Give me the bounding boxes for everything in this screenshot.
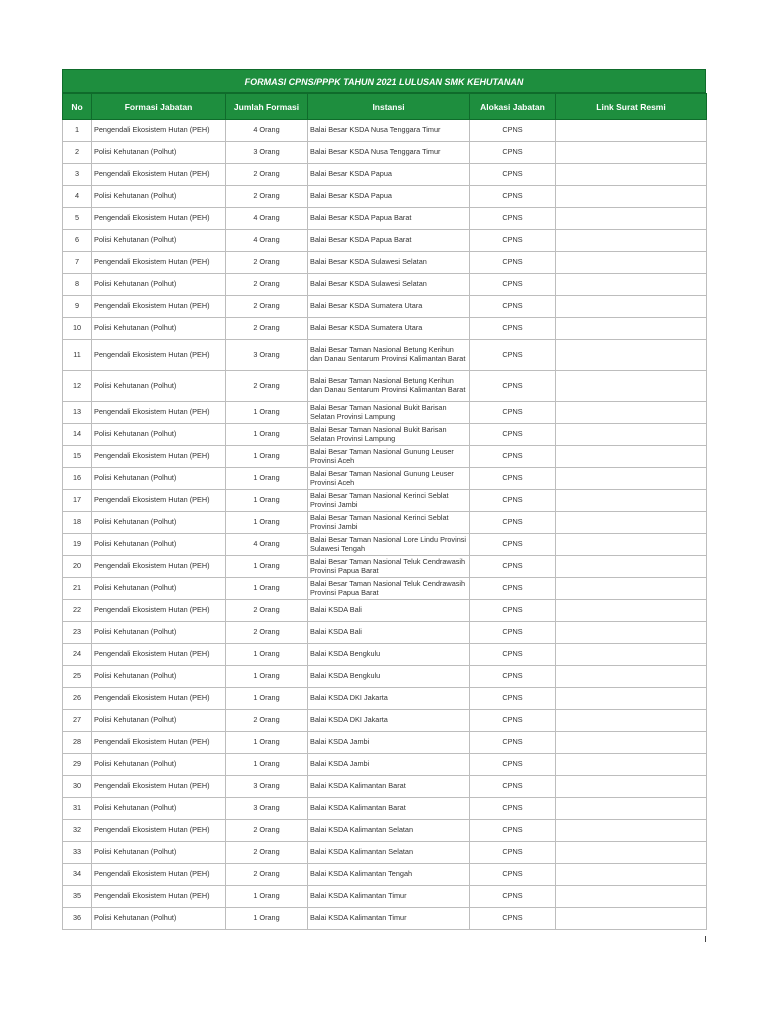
cell-jumlah-formasi: 2 Orang [226,296,308,318]
cell-link-surat-resmi[interactable] [556,644,707,666]
table-row [63,908,707,930]
cell-jumlah-formasi: 1 Orang [226,468,308,490]
cell-no: 7 [63,252,92,274]
cell-formasi-jabatan: Polisi Kehutanan (Polhut) [92,142,226,164]
cell-no: 17 [63,490,92,512]
cell-link-surat-resmi[interactable] [556,424,707,446]
formasi-table [62,93,707,930]
cell-link-surat-resmi[interactable] [556,556,707,578]
cell-alokasi-jabatan: CPNS [470,230,556,252]
cell-alokasi-jabatan: CPNS [470,556,556,578]
header-formasi-jabatan: Formasi Jabatan [92,94,226,120]
cell-instansi: Balai KSDA Bengkulu [308,644,470,666]
cell-link-surat-resmi[interactable] [556,186,707,208]
cell-instansi: Balai KSDA Jambi [308,732,470,754]
cell-instansi: Balai Besar KSDA Papua Barat [308,208,470,230]
cell-formasi-jabatan: Pengendali Ekosistem Hutan (PEH) [92,556,226,578]
table-row [63,274,707,296]
cell-jumlah-formasi: 1 Orang [226,556,308,578]
cell-formasi-jabatan: Pengendali Ekosistem Hutan (PEH) [92,120,226,142]
table-row [63,208,707,230]
cell-link-surat-resmi[interactable] [556,886,707,908]
cell-instansi: Balai KSDA Bali [308,622,470,644]
cell-jumlah-formasi: 2 Orang [226,252,308,274]
cell-link-surat-resmi[interactable] [556,798,707,820]
cell-instansi: Balai Besar Taman Nasional Gunung Leuser Provinsi Aceh [308,468,470,490]
cell-link-surat-resmi[interactable] [556,164,707,186]
table-row [63,732,707,754]
cell-link-surat-resmi[interactable] [556,318,707,340]
cell-no: 20 [63,556,92,578]
cell-link-surat-resmi[interactable] [556,864,707,886]
cell-instansi: Balai KSDA Kalimantan Timur [308,908,470,930]
cell-instansi: Balai Besar Taman Nasional Betung Kerihun dan Danau Sentarum Provinsi Kalimantan Barat [308,371,470,402]
cell-instansi: Balai KSDA Kalimantan Selatan [308,842,470,864]
cell-formasi-jabatan: Polisi Kehutanan (Polhut) [92,230,226,252]
cell-instansi: Balai Besar Taman Nasional Lore Lindu Provinsi Sulawesi Tengah [308,534,470,556]
cell-no: 29 [63,754,92,776]
cell-alokasi-jabatan: CPNS [470,318,556,340]
cell-alokasi-jabatan: CPNS [470,578,556,600]
cell-jumlah-formasi: 1 Orang [226,886,308,908]
cell-link-surat-resmi[interactable] [556,490,707,512]
table-row [63,666,707,688]
table-row [63,371,707,402]
cell-no: 23 [63,622,92,644]
table-row [63,186,707,208]
table-row [63,468,707,490]
cell-no: 19 [63,534,92,556]
table-row [63,864,707,886]
cell-link-surat-resmi[interactable] [556,340,707,371]
table-row [63,644,707,666]
cell-instansi: Balai KSDA Bali [308,600,470,622]
table-row [63,710,707,732]
cell-alokasi-jabatan: CPNS [470,208,556,230]
cell-alokasi-jabatan: CPNS [470,340,556,371]
cell-jumlah-formasi: 3 Orang [226,798,308,820]
cell-jumlah-formasi: 2 Orang [226,820,308,842]
cell-instansi: Balai Besar KSDA Papua [308,186,470,208]
cell-instansi: Balai KSDA Kalimantan Selatan [308,820,470,842]
cell-formasi-jabatan: Pengendali Ekosistem Hutan (PEH) [92,296,226,318]
cell-no: 32 [63,820,92,842]
cell-link-surat-resmi[interactable] [556,446,707,468]
table-row [63,688,707,710]
cell-instansi: Balai Besar Taman Nasional Teluk Cendrawasih Provinsi Papua Barat [308,578,470,600]
cell-no: 18 [63,512,92,534]
cell-alokasi-jabatan: CPNS [470,820,556,842]
table-row [63,578,707,600]
cell-jumlah-formasi: 2 Orang [226,622,308,644]
cell-alokasi-jabatan: CPNS [470,908,556,930]
cell-instansi: Balai Besar KSDA Sulawesi Selatan [308,274,470,296]
table-body [63,120,707,930]
cell-alokasi-jabatan: CPNS [470,600,556,622]
sheet-title: FORMASI CPNS/PPPK TAHUN 2021 LULUSAN SMK KEHUTANAN [62,69,706,93]
cell-link-surat-resmi[interactable] [556,688,707,710]
cell-alokasi-jabatan: CPNS [470,798,556,820]
cell-no: 5 [63,208,92,230]
cell-jumlah-formasi: 2 Orang [226,371,308,402]
cell-formasi-jabatan: Pengendali Ekosistem Hutan (PEH) [92,490,226,512]
cell-link-surat-resmi[interactable] [556,274,707,296]
cell-alokasi-jabatan: CPNS [470,446,556,468]
cell-formasi-jabatan: Pengendali Ekosistem Hutan (PEH) [92,688,226,710]
table-row [63,776,707,798]
table-row [63,754,707,776]
table-row [63,318,707,340]
cell-alokasi-jabatan: CPNS [470,776,556,798]
cell-instansi: Balai Besar Taman Nasional Bukit Barisan Selatan Provinsi Lampung [308,424,470,446]
cell-no: 26 [63,688,92,710]
header-no: No [63,94,92,120]
cell-link-surat-resmi[interactable] [556,842,707,864]
header-alokasi-jabatan: Alokasi Jabatan [470,94,556,120]
cell-instansi: Balai Besar KSDA Nusa Tenggara Timur [308,120,470,142]
table-row [63,424,707,446]
cell-link-surat-resmi[interactable] [556,754,707,776]
cell-alokasi-jabatan: CPNS [470,274,556,296]
cell-formasi-jabatan: Pengendali Ekosistem Hutan (PEH) [92,644,226,666]
cell-instansi: Balai KSDA Kalimantan Timur [308,886,470,908]
cell-no: 13 [63,402,92,424]
cell-instansi: Balai KSDA DKI Jakarta [308,710,470,732]
cell-no: 35 [63,886,92,908]
cell-no: 27 [63,710,92,732]
cell-instansi: Balai KSDA Kalimantan Barat [308,776,470,798]
cell-formasi-jabatan: Pengendali Ekosistem Hutan (PEH) [92,820,226,842]
cell-link-surat-resmi[interactable] [556,666,707,688]
cell-formasi-jabatan: Polisi Kehutanan (Polhut) [92,186,226,208]
cell-no: 10 [63,318,92,340]
cell-alokasi-jabatan: CPNS [470,490,556,512]
cell-alokasi-jabatan: CPNS [470,732,556,754]
cell-formasi-jabatan: Polisi Kehutanan (Polhut) [92,710,226,732]
cell-link-surat-resmi[interactable] [556,296,707,318]
cell-link-surat-resmi[interactable] [556,732,707,754]
cell-jumlah-formasi: 2 Orang [226,864,308,886]
formasi-sheet [62,69,706,930]
header-row [63,94,707,120]
cell-no: 30 [63,776,92,798]
cell-link-surat-resmi[interactable] [556,622,707,644]
cell-jumlah-formasi: 4 Orang [226,534,308,556]
table-row [63,340,707,371]
cell-no: 4 [63,186,92,208]
cell-formasi-jabatan: Pengendali Ekosistem Hutan (PEH) [92,340,226,371]
cell-alokasi-jabatan: CPNS [470,622,556,644]
cell-no: 3 [63,164,92,186]
cell-jumlah-formasi: 3 Orang [226,142,308,164]
table-row [63,142,707,164]
table-row [63,622,707,644]
cell-no: 31 [63,798,92,820]
table-row [63,842,707,864]
cell-link-surat-resmi[interactable] [556,776,707,798]
cell-jumlah-formasi: 2 Orang [226,710,308,732]
cell-link-surat-resmi[interactable] [556,120,707,142]
cell-link-surat-resmi[interactable] [556,208,707,230]
cell-formasi-jabatan: Polisi Kehutanan (Polhut) [92,842,226,864]
cell-link-surat-resmi[interactable] [556,600,707,622]
cell-no: 28 [63,732,92,754]
cell-no: 22 [63,600,92,622]
table-row [63,402,707,424]
cell-alokasi-jabatan: CPNS [470,296,556,318]
cell-alokasi-jabatan: CPNS [470,186,556,208]
cell-jumlah-formasi: 2 Orang [226,274,308,296]
cell-instansi: Balai Besar Taman Nasional Gunung Leuser Provinsi Aceh [308,446,470,468]
cell-formasi-jabatan: Polisi Kehutanan (Polhut) [92,622,226,644]
table-row [63,820,707,842]
table-row [63,252,707,274]
header-jumlah-formasi: Jumlah Formasi [226,94,308,120]
cell-jumlah-formasi: 3 Orang [226,776,308,798]
cell-instansi: Balai Besar KSDA Sulawesi Selatan [308,252,470,274]
cell-no: 2 [63,142,92,164]
cell-alokasi-jabatan: CPNS [470,644,556,666]
cell-formasi-jabatan: Pengendali Ekosistem Hutan (PEH) [92,164,226,186]
cell-formasi-jabatan: Polisi Kehutanan (Polhut) [92,578,226,600]
cell-no: 21 [63,578,92,600]
cell-alokasi-jabatan: CPNS [470,886,556,908]
cell-jumlah-formasi: 1 Orang [226,644,308,666]
cell-instansi: Balai Besar KSDA Nusa Tenggara Timur [308,142,470,164]
cell-formasi-jabatan: Pengendali Ekosistem Hutan (PEH) [92,402,226,424]
cell-jumlah-formasi: 2 Orang [226,842,308,864]
cell-no: 25 [63,666,92,688]
cell-link-surat-resmi[interactable] [556,534,707,556]
table-row [63,164,707,186]
cell-instansi: Balai Besar KSDA Papua Barat [308,230,470,252]
cell-alokasi-jabatan: CPNS [470,142,556,164]
cell-no: 8 [63,274,92,296]
cell-jumlah-formasi: 1 Orang [226,512,308,534]
cell-formasi-jabatan: Pengendali Ekosistem Hutan (PEH) [92,732,226,754]
cell-alokasi-jabatan: CPNS [470,534,556,556]
cell-instansi: Balai Besar KSDA Sumatera Utara [308,318,470,340]
cell-jumlah-formasi: 2 Orang [226,600,308,622]
table-row [63,230,707,252]
cell-formasi-jabatan: Polisi Kehutanan (Polhut) [92,468,226,490]
cell-link-surat-resmi[interactable] [556,908,707,930]
table-row [63,490,707,512]
cell-link-surat-resmi[interactable] [556,710,707,732]
cell-jumlah-formasi: 1 Orang [226,490,308,512]
table-row [63,296,707,318]
table-row [63,798,707,820]
cell-alokasi-jabatan: CPNS [470,710,556,732]
cell-alokasi-jabatan: CPNS [470,864,556,886]
cell-formasi-jabatan: Pengendali Ekosistem Hutan (PEH) [92,208,226,230]
cell-link-surat-resmi[interactable] [556,252,707,274]
cell-link-surat-resmi[interactable] [556,468,707,490]
cell-formasi-jabatan: Polisi Kehutanan (Polhut) [92,798,226,820]
cell-alokasi-jabatan: CPNS [470,512,556,534]
cell-formasi-jabatan: Polisi Kehutanan (Polhut) [92,754,226,776]
table-row [63,600,707,622]
cell-formasi-jabatan: Polisi Kehutanan (Polhut) [92,424,226,446]
cell-formasi-jabatan: Polisi Kehutanan (Polhut) [92,318,226,340]
cell-alokasi-jabatan: CPNS [470,424,556,446]
cell-instansi: Balai Besar Taman Nasional Betung Kerihun dan Danau Sentarum Provinsi Kalimantan Barat [308,340,470,371]
cell-formasi-jabatan: Pengendali Ekosistem Hutan (PEH) [92,776,226,798]
table-row [63,446,707,468]
cell-formasi-jabatan: Pengendali Ekosistem Hutan (PEH) [92,252,226,274]
cell-instansi: Balai Besar Taman Nasional Teluk Cendrawasih Provinsi Papua Barat [308,556,470,578]
cell-formasi-jabatan: Polisi Kehutanan (Polhut) [92,274,226,296]
cell-jumlah-formasi: 3 Orang [226,340,308,371]
cell-instansi: Balai KSDA Jambi [308,754,470,776]
cell-no: 36 [63,908,92,930]
cell-link-surat-resmi[interactable] [556,142,707,164]
cell-jumlah-formasi: 4 Orang [226,230,308,252]
cell-jumlah-formasi: 1 Orang [226,424,308,446]
cell-no: 1 [63,120,92,142]
cell-jumlah-formasi: 2 Orang [226,318,308,340]
cell-instansi: Balai KSDA Kalimantan Barat [308,798,470,820]
cell-no: 6 [63,230,92,252]
cell-alokasi-jabatan: CPNS [470,842,556,864]
cell-instansi: Balai KSDA Kalimantan Tengah [308,864,470,886]
cell-alokasi-jabatan: CPNS [470,120,556,142]
cell-formasi-jabatan: Pengendali Ekosistem Hutan (PEH) [92,864,226,886]
cell-no: 15 [63,446,92,468]
cell-no: 16 [63,468,92,490]
cell-instansi: Balai KSDA DKI Jakarta [308,688,470,710]
table-row [63,120,707,142]
cell-instansi: Balai KSDA Bengkulu [308,666,470,688]
cell-instansi: Balai Besar Taman Nasional Bukit Barisan Selatan Provinsi Lampung [308,402,470,424]
cell-link-surat-resmi[interactable] [556,512,707,534]
cell-formasi-jabatan: Pengendali Ekosistem Hutan (PEH) [92,446,226,468]
cell-alokasi-jabatan: CPNS [470,666,556,688]
cell-link-surat-resmi[interactable] [556,402,707,424]
cell-formasi-jabatan: Pengendali Ekosistem Hutan (PEH) [92,886,226,908]
table-row [63,556,707,578]
cell-jumlah-formasi: 1 Orang [226,666,308,688]
cell-no: 24 [63,644,92,666]
cell-jumlah-formasi: 4 Orang [226,208,308,230]
cell-link-surat-resmi[interactable] [556,230,707,252]
header-link-surat-resmi: Link Surat Resmi [556,94,707,120]
table-row [63,512,707,534]
cell-no: 34 [63,864,92,886]
cell-formasi-jabatan: Polisi Kehutanan (Polhut) [92,666,226,688]
cell-instansi: Balai Besar KSDA Papua [308,164,470,186]
cell-formasi-jabatan: Polisi Kehutanan (Polhut) [92,534,226,556]
table-row [63,534,707,556]
cell-alokasi-jabatan: CPNS [470,164,556,186]
cell-jumlah-formasi: 1 Orang [226,402,308,424]
cell-jumlah-formasi: 2 Orang [226,186,308,208]
cell-link-surat-resmi[interactable] [556,578,707,600]
cell-alokasi-jabatan: CPNS [470,468,556,490]
cell-jumlah-formasi: 1 Orang [226,688,308,710]
cell-no: 12 [63,371,92,402]
cell-formasi-jabatan: Polisi Kehutanan (Polhut) [92,371,226,402]
cell-alokasi-jabatan: CPNS [470,252,556,274]
cell-alokasi-jabatan: CPNS [470,754,556,776]
cell-formasi-jabatan: Pengendali Ekosistem Hutan (PEH) [92,600,226,622]
cell-instansi: Balai Besar KSDA Sumatera Utara [308,296,470,318]
cell-link-surat-resmi[interactable] [556,820,707,842]
cell-jumlah-formasi: 1 Orang [226,446,308,468]
cell-jumlah-formasi: 4 Orang [226,120,308,142]
cell-alokasi-jabatan: CPNS [470,402,556,424]
cell-no: 14 [63,424,92,446]
cell-formasi-jabatan: Polisi Kehutanan (Polhut) [92,512,226,534]
table-row [63,886,707,908]
header-instansi: Instansi [308,94,470,120]
column-edge-line [705,936,706,942]
cell-instansi: Balai Besar Taman Nasional Kerinci Seblat Provinsi Jambi [308,512,470,534]
cell-alokasi-jabatan: CPNS [470,688,556,710]
cell-no: 33 [63,842,92,864]
cell-jumlah-formasi: 1 Orang [226,732,308,754]
cell-jumlah-formasi: 2 Orang [226,164,308,186]
cell-formasi-jabatan: Polisi Kehutanan (Polhut) [92,908,226,930]
cell-instansi: Balai Besar Taman Nasional Kerinci Seblat Provinsi Jambi [308,490,470,512]
cell-link-surat-resmi[interactable] [556,371,707,402]
cell-alokasi-jabatan: CPNS [470,371,556,402]
cell-jumlah-formasi: 1 Orang [226,908,308,930]
cell-jumlah-formasi: 1 Orang [226,754,308,776]
cell-no: 9 [63,296,92,318]
cell-jumlah-formasi: 1 Orang [226,578,308,600]
cell-no: 11 [63,340,92,371]
